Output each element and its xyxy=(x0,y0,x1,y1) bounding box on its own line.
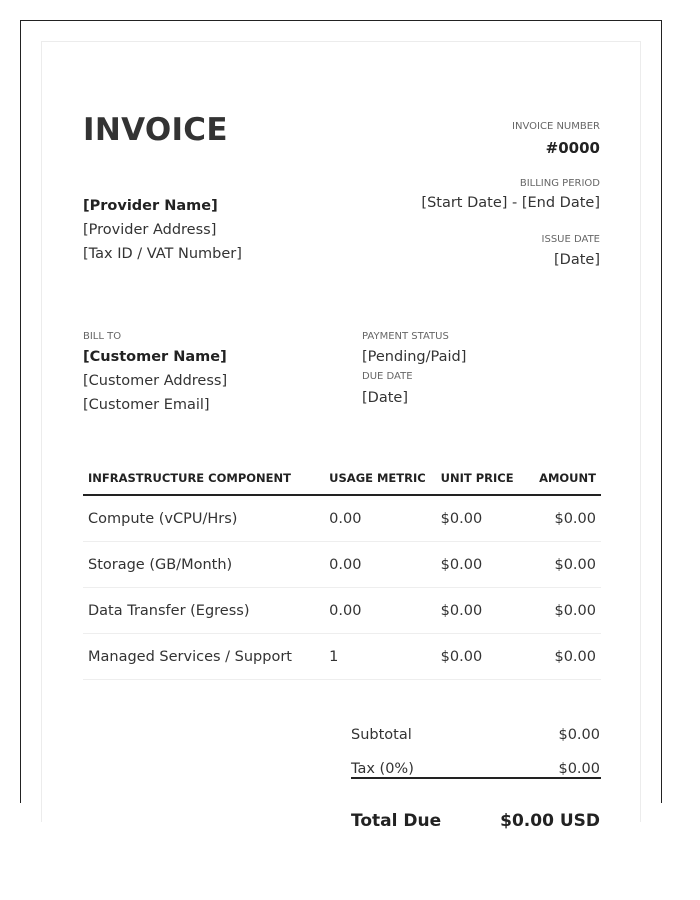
row-usage: 1 xyxy=(324,634,435,680)
due-date-label: DUE DATE xyxy=(362,371,413,382)
provider-address: [Provider Address] xyxy=(83,222,217,238)
row-usage: 0.00 xyxy=(324,588,435,634)
row-amount: $0.00 xyxy=(534,634,601,680)
payment-status-label: PAYMENT STATUS xyxy=(362,331,449,342)
row-usage: 0.00 xyxy=(324,495,435,542)
subtotal-label: Subtotal xyxy=(351,727,412,743)
total-due-label: Total Due xyxy=(351,811,442,831)
provider-name: [Provider Name] xyxy=(83,198,218,214)
header-amount: AMOUNT xyxy=(534,461,601,495)
billing-period: [Start Date] - [End Date] xyxy=(421,195,600,211)
customer-email: [Customer Email] xyxy=(83,397,210,413)
invoice-number: #0000 xyxy=(545,139,600,157)
table-header-row xyxy=(83,461,601,495)
row-unit-price: $0.00 xyxy=(436,588,534,634)
row-usage: 0.00 xyxy=(324,542,435,588)
subtotal-value: $0.00 xyxy=(558,727,600,743)
billing-period-label: BILLING PERIOD xyxy=(519,178,600,189)
row-component: Managed Services / Support xyxy=(83,634,324,680)
row-unit-price: $0.00 xyxy=(436,634,534,680)
invoice-number-label: INVOICE NUMBER xyxy=(512,121,600,132)
tax-label: Tax (0%) xyxy=(351,761,414,777)
issue-date-label: ISSUE DATE xyxy=(541,234,600,245)
tax-value: $0.00 xyxy=(558,761,600,777)
header-usage: USAGE METRIC xyxy=(324,461,435,495)
invoice-page xyxy=(41,41,641,831)
provider-tax-id: [Tax ID / VAT Number] xyxy=(83,246,242,262)
customer-name: [Customer Name] xyxy=(83,349,227,365)
header-unit-price: UNIT PRICE xyxy=(436,461,534,495)
header-component: INFRASTRUCTURE COMPONENT xyxy=(83,461,324,495)
row-unit-price: $0.00 xyxy=(436,542,534,588)
bill-to-label: BILL TO xyxy=(83,331,122,342)
customer-address: [Customer Address] xyxy=(83,373,228,389)
table-row xyxy=(83,495,601,542)
row-amount: $0.00 xyxy=(534,495,601,542)
payment-status: [Pending/Paid] xyxy=(362,349,467,365)
table-row xyxy=(83,634,601,680)
table-row xyxy=(83,588,601,634)
issue-date: [Date] xyxy=(554,252,600,268)
total-due-value: $0.00 USD xyxy=(500,811,600,831)
row-amount: $0.00 xyxy=(534,542,601,588)
document-frame xyxy=(20,20,662,831)
row-component: Storage (GB/Month) xyxy=(83,542,324,588)
row-unit-price: $0.00 xyxy=(436,495,534,542)
row-component: Compute (vCPU/Hrs) xyxy=(83,495,324,542)
table-row xyxy=(83,542,601,588)
due-date: [Date] xyxy=(362,390,408,406)
row-component: Data Transfer (Egress) xyxy=(83,588,324,634)
invoice-title: INVOICE xyxy=(83,112,228,148)
totals-divider xyxy=(351,777,601,779)
row-amount: $0.00 xyxy=(534,588,601,634)
line-items-table xyxy=(83,461,601,680)
